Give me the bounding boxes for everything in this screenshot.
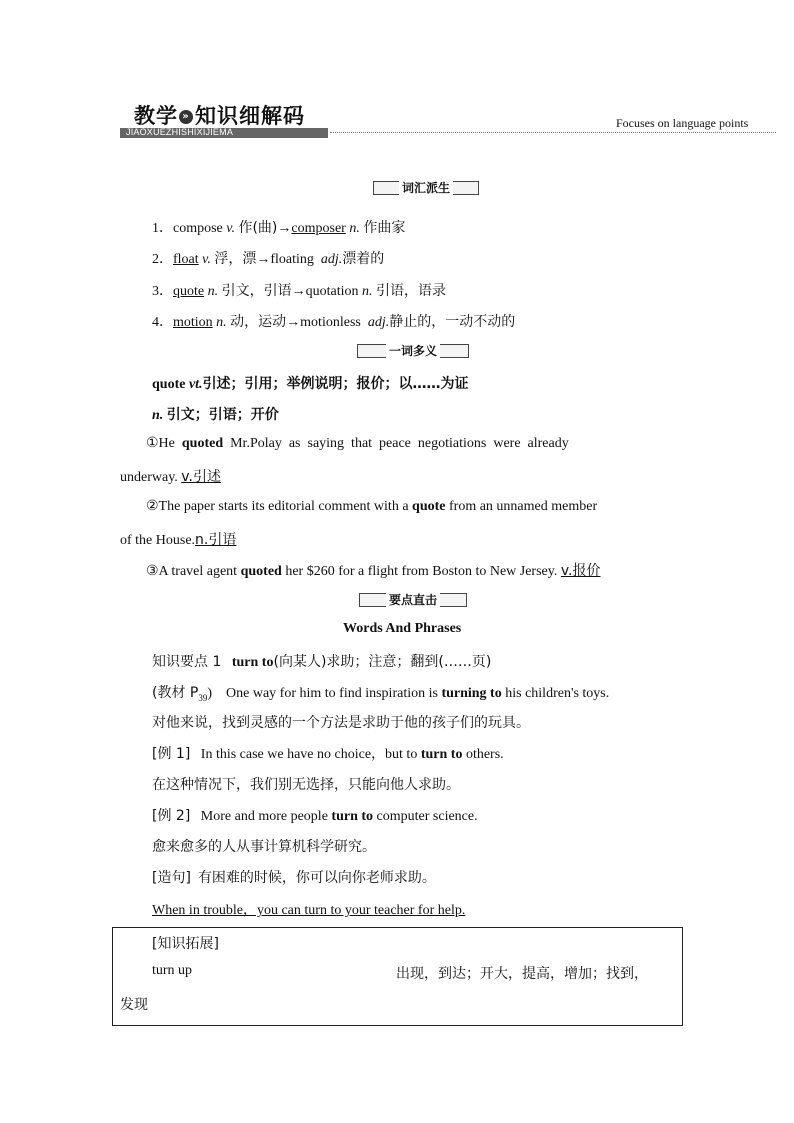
header-subtitle: Focuses on language points	[616, 116, 749, 130]
extension-phrase: turn up	[152, 963, 193, 978]
example-b-translation: 愈来愈多的人从事计算机科学研究。	[152, 839, 376, 855]
extension-label: [知识拓展]	[152, 936, 219, 952]
vocab-line-2: 2．float v. 浮，漂→floating adj.漂着的	[152, 251, 385, 267]
section-title: 教学 » 知识细解码	[134, 104, 305, 128]
make-sentence-prompt: [造句] 有困难的时候，你可以向你老师求助。	[152, 870, 436, 886]
chevron-right-icon: »	[179, 110, 193, 124]
example-2-cont: of the House.n.引语	[120, 532, 237, 548]
extension-meaning-cont: 发现	[120, 997, 148, 1013]
example-a-translation: 在这种情况下，我们别无选择，只能向他人求助。	[152, 777, 460, 793]
example-1: ①He quoted Mr.Polay as saying that peace negotiations were already	[146, 436, 569, 451]
example-3: ③A travel agent quoted her $260 for a flight from Boston to New Jersey. v.报价	[146, 563, 601, 579]
textbook-translation: 对他来说，找到灵感的一个方法是求助于他的孩子们的玩具。	[152, 715, 530, 731]
vocab-line-3: 3．quote n. 引文，引语→quotation n. 引语，语录	[152, 283, 446, 299]
header-divider	[330, 132, 776, 133]
make-sentence-answer: When in trouble，you can turn to your teacher for help.	[152, 903, 466, 918]
textbook-source: (教材 $P_{39}$) One way for him to find inspiration is turning to his children's toys.	[152, 685, 610, 703]
example-a: [例 1] In this case we have no choice，but to turn to others.	[152, 746, 504, 762]
definition-verb: quote vt.引述；引用；举例说明；报价；以……为证	[152, 376, 469, 392]
vocab-line-4: 4．motion n. 动，运动→motionless adj.静止的，一动不动的	[152, 314, 516, 330]
tag-polysemy: 一词多义	[357, 344, 469, 358]
vocab-line-1: 1．compose v. 作(曲)→composer n. 作曲家	[152, 220, 406, 236]
extension-meaning: 出现，到达；开大，提高，增加；找到，	[396, 966, 648, 982]
title-pinyin: JIAOXUEZHISHIXIJIEMA	[126, 127, 234, 137]
example-b: [例 2] More and more people turn to computer science.	[152, 808, 478, 824]
example-1-cont: underway. v.引述	[120, 469, 221, 485]
key-point-title: 知识要点 1 turn to(向某人)求助；注意；翻到(……页)	[152, 654, 492, 670]
example-2: ②The paper starts its editorial comment with a quote from an unnamed member	[146, 499, 598, 514]
definition-noun: n. 引文；引语；开价	[152, 407, 279, 423]
tag-vocab-derivation: 词汇派生	[373, 181, 479, 195]
subheading: Words And Phrases	[343, 621, 462, 636]
tag-key-points: 要点直击	[359, 593, 467, 607]
